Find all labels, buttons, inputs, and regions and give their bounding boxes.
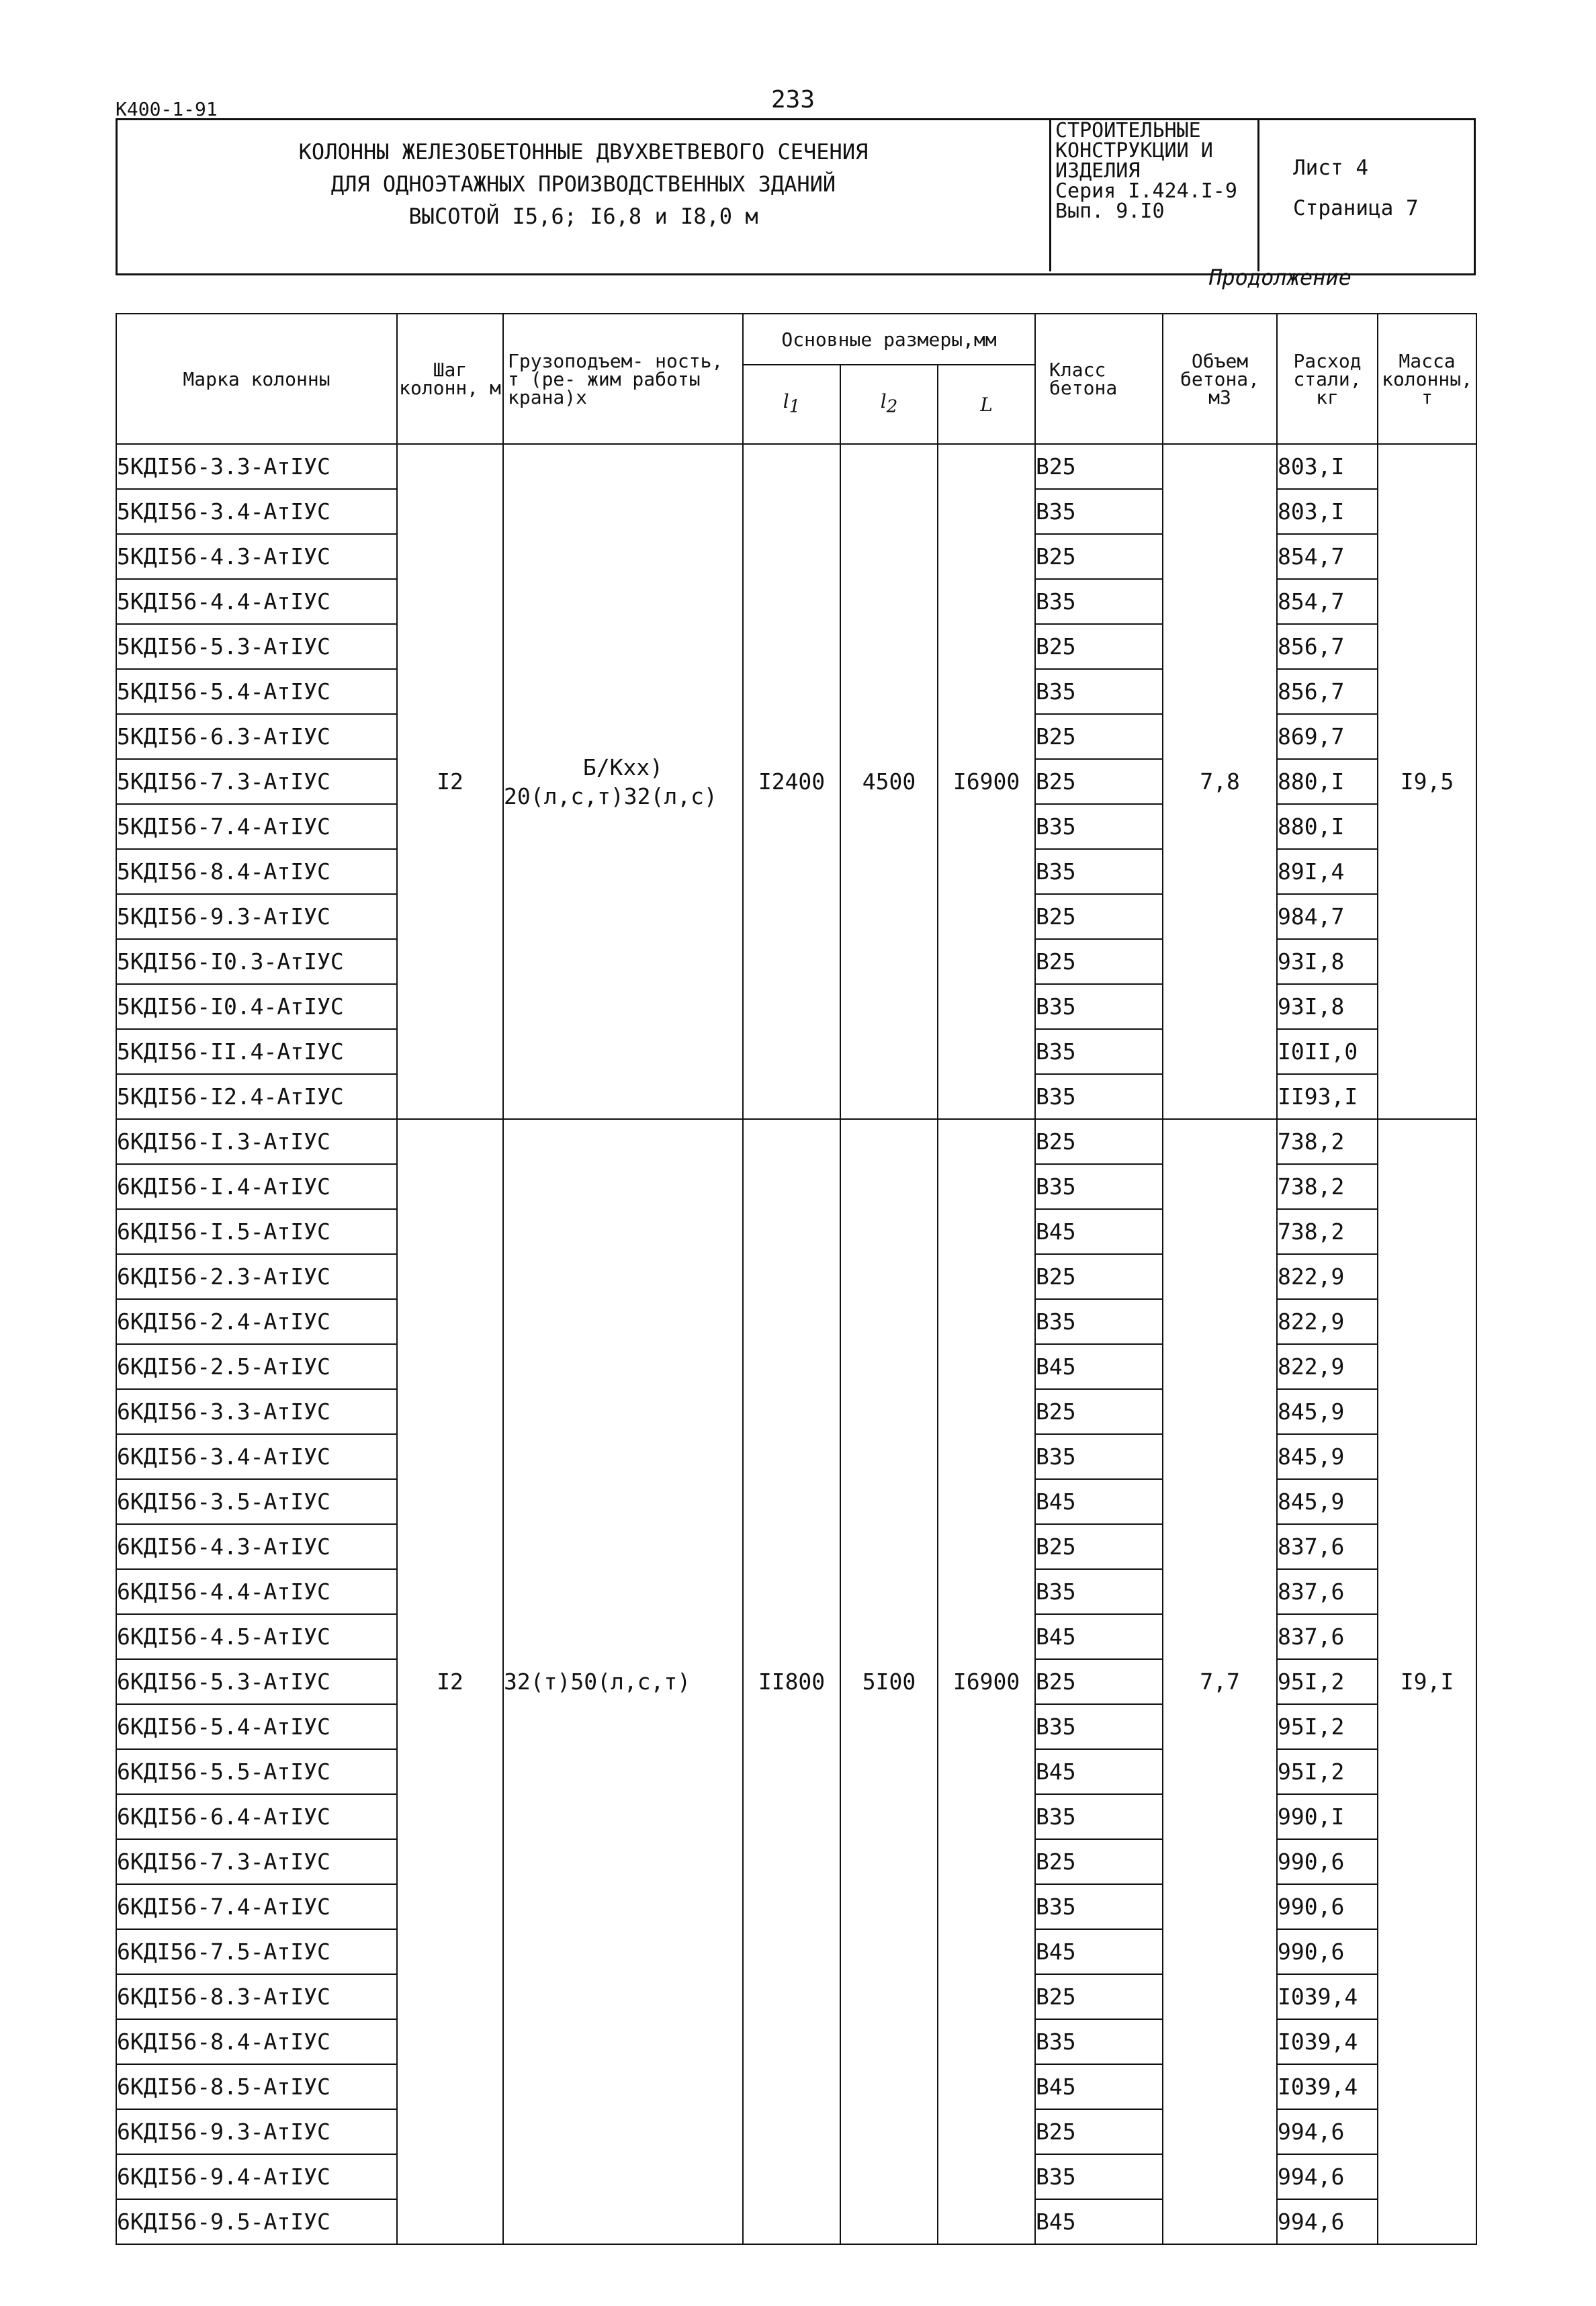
column-mark: 6КДI56-2.5-АтIУС <box>116 1344 397 1389</box>
concrete-class: В45 <box>1035 1479 1163 1524</box>
steel-consumption: 803,I <box>1277 489 1378 534</box>
concrete-class: В25 <box>1035 714 1163 759</box>
column-mass: I9,5 <box>1378 444 1476 1119</box>
series-cell <box>1051 118 1259 271</box>
concrete-class: В35 <box>1035 804 1163 849</box>
concrete-class: В35 <box>1035 2019 1163 2064</box>
steel-consumption: 95I,2 <box>1277 1704 1378 1749</box>
steel-consumption: 837,6 <box>1277 1524 1378 1569</box>
steel-consumption: 880,I <box>1277 759 1378 804</box>
table-row <box>116 1119 1476 1164</box>
column-mass: I9,I <box>1378 1119 1476 2244</box>
column-step: I2 <box>397 444 503 1119</box>
steel-consumption: 93I,8 <box>1277 984 1378 1029</box>
crane-capacity-value: 20(л,с,т)32(л,с) <box>504 783 717 809</box>
page-label: Страница 7 <box>1293 196 1419 220</box>
column-step: I2 <box>397 1119 503 2244</box>
column-mark: 5КДI56-7.3-АтIУС <box>116 759 397 804</box>
title-line-1: КОЛОННЫ ЖЕЛЕЗОБЕТОННЫЕ ДВУХВЕТВЕВОГО СЕЧЕНИЯ <box>298 139 869 165</box>
column-mark: 5КДI56-9.3-АтIУС <box>116 894 397 939</box>
column-mark: 6КДI56-I.4-АтIУС <box>116 1164 397 1209</box>
document-code: К400-1-91 <box>116 98 218 120</box>
crane-capacity <box>503 1119 743 2244</box>
table-row <box>116 444 1476 489</box>
column-mark: 6КДI56-3.3-АтIУС <box>116 1389 397 1434</box>
series-line-2: КОНСТРУКЦИИ И <box>1055 139 1213 163</box>
header-load: Грузоподъем- ность, т (ре- жим работы крана)х <box>503 314 743 444</box>
concrete-class: В25 <box>1035 1659 1163 1704</box>
concrete-class: В25 <box>1035 1389 1163 1434</box>
header-steel: Расход стали, кг <box>1277 314 1378 444</box>
steel-consumption: 854,7 <box>1277 534 1378 579</box>
column-mark: 5КДI56-5.3-АтIУС <box>116 624 397 669</box>
column-mark: 5КДI56-I2.4-АтIУС <box>116 1074 397 1119</box>
concrete-class: В25 <box>1035 1974 1163 2019</box>
steel-consumption: 822,9 <box>1277 1344 1378 1389</box>
concrete-class: В45 <box>1035 1344 1163 1389</box>
steel-consumption: 738,2 <box>1277 1119 1378 1164</box>
column-mark: 5КДI56-7.4-АтIУС <box>116 804 397 849</box>
column-mark: 5КДI56-8.4-АтIУС <box>116 849 397 894</box>
concrete-class: В35 <box>1035 984 1163 1029</box>
concrete-class: В45 <box>1035 1749 1163 1794</box>
concrete-class: В35 <box>1035 1164 1163 1209</box>
column-mark: 6КДI56-8.4-АтIУС <box>116 2019 397 2064</box>
header-mass: Масса колонны, т <box>1378 314 1476 444</box>
series-line-1: СТРОИТЕЛЬНЫЕ <box>1055 119 1201 142</box>
concrete-class: В25 <box>1035 1254 1163 1299</box>
concrete-class: В35 <box>1035 489 1163 534</box>
column-mark: 6КДI56-4.4-АтIУС <box>116 1569 397 1614</box>
dimension-l2: 4500 <box>840 444 938 1119</box>
column-mark: 5КДI56-3.4-АтIУС <box>116 489 397 534</box>
steel-consumption: 984,7 <box>1277 894 1378 939</box>
column-mark: 6КДI56-7.5-АтIУС <box>116 1929 397 1974</box>
dimension-l2: 5I00 <box>840 1119 938 2244</box>
column-mark: 6КДI56-I.3-АтIУС <box>116 1119 397 1164</box>
column-mark: 6КДI56-9.5-АтIУС <box>116 2199 397 2244</box>
column-mark: 5КДI56-I0.3-АтIУС <box>116 939 397 984</box>
concrete-class: В25 <box>1035 894 1163 939</box>
concrete-class: В25 <box>1035 2109 1163 2154</box>
concrete-class: В25 <box>1035 939 1163 984</box>
title-cell <box>118 118 1051 271</box>
concrete-class: В25 <box>1035 444 1163 489</box>
column-mark: 6КДI56-5.5-АтIУС <box>116 1749 397 1794</box>
column-mark: 6КДI56-4.3-АтIУС <box>116 1524 397 1569</box>
column-mark: 5КДI56-6.3-АтIУС <box>116 714 397 759</box>
title-line-2: ДЛЯ ОДНОЭТАЖНЫХ ПРОИЗВОДСТВЕННЫХ ЗДАНИЙ <box>330 171 836 197</box>
steel-consumption: 95I,2 <box>1277 1749 1378 1794</box>
steel-consumption: 869,7 <box>1277 714 1378 759</box>
crane-capacity-value: 32(т)50(л,с,т) <box>504 1669 691 1695</box>
header-concrete-class: Класс бетона <box>1035 314 1163 444</box>
header-concrete-volume: Объем бетона, м3 <box>1163 314 1277 444</box>
concrete-class: В35 <box>1035 1434 1163 1479</box>
series-line-4: Серия I.424.I-9 <box>1055 179 1237 203</box>
page-number: 233 <box>771 86 815 114</box>
column-mark: 5КДI56-4.3-АтIУС <box>116 534 397 579</box>
steel-consumption: I039,4 <box>1277 2064 1378 2109</box>
column-mark: 6КДI56-2.3-АтIУС <box>116 1254 397 1299</box>
concrete-class: В35 <box>1035 1029 1163 1074</box>
concrete-class: В25 <box>1035 534 1163 579</box>
column-mark: 6КДI56-6.4-АтIУС <box>116 1794 397 1839</box>
column-mark: 6КДI56-5.4-АтIУС <box>116 1704 397 1749</box>
steel-consumption: I0II,0 <box>1277 1029 1378 1074</box>
column-mark: 6КДI56-7.3-АтIУС <box>116 1839 397 1884</box>
header-l1: $l_1$ <box>743 365 840 444</box>
concrete-class: В45 <box>1035 1614 1163 1659</box>
column-mark: 6КДI56-2.4-АтIУС <box>116 1299 397 1344</box>
concrete-class: В35 <box>1035 849 1163 894</box>
header-step: Шаг колонн, м <box>397 314 503 444</box>
steel-consumption: 822,9 <box>1277 1299 1378 1344</box>
column-mark: 6КДI56-7.4-АтIУС <box>116 1884 397 1929</box>
dimension-L: I6900 <box>938 1119 1035 2244</box>
steel-consumption: 994,6 <box>1277 2154 1378 2199</box>
title-line-3: ВЫСОТОЙ I5,6; I6,8 и I8,0 м <box>408 204 758 229</box>
concrete-class: В25 <box>1035 1119 1163 1164</box>
dimension-L: I6900 <box>938 444 1035 1119</box>
columns-table <box>116 313 1477 2245</box>
steel-consumption: 95I,2 <box>1277 1659 1378 1704</box>
column-mark: 6КДI56-5.3-АтIУС <box>116 1659 397 1704</box>
column-mark: 5КДI56-II.4-АтIУС <box>116 1029 397 1074</box>
steel-consumption: 845,9 <box>1277 1479 1378 1524</box>
concrete-class: В35 <box>1035 1884 1163 1929</box>
steel-consumption: II93,I <box>1277 1074 1378 1119</box>
steel-consumption: I039,4 <box>1277 2019 1378 2064</box>
steel-consumption: 990,6 <box>1277 1929 1378 1974</box>
concrete-class: В35 <box>1035 2154 1163 2199</box>
concrete-class: В45 <box>1035 2064 1163 2109</box>
series-line-5: Вып. 9.I0 <box>1055 199 1165 223</box>
crane-mode: Б/Кхх) <box>582 754 664 781</box>
steel-consumption: 822,9 <box>1277 1254 1378 1299</box>
steel-consumption: 880,I <box>1277 804 1378 849</box>
concrete-class: В45 <box>1035 1929 1163 1974</box>
steel-consumption: 845,9 <box>1277 1389 1378 1434</box>
concrete-class: В35 <box>1035 669 1163 714</box>
steel-consumption: 854,7 <box>1277 579 1378 624</box>
title-block <box>116 118 1476 275</box>
steel-consumption: 856,7 <box>1277 669 1378 714</box>
concrete-class: В45 <box>1035 2199 1163 2244</box>
sheet-cell <box>1259 118 1476 271</box>
steel-consumption: 738,2 <box>1277 1164 1378 1209</box>
concrete-class: В35 <box>1035 1074 1163 1119</box>
steel-consumption: 837,6 <box>1277 1569 1378 1614</box>
column-mark: 6КДI56-9.4-АтIУС <box>116 2154 397 2199</box>
steel-consumption: 990,I <box>1277 1794 1378 1839</box>
concrete-volume: 7,7 <box>1163 1119 1277 2244</box>
column-mark: 5КДI56-4.4-АтIУС <box>116 579 397 624</box>
dimension-l1: I2400 <box>743 444 840 1119</box>
steel-consumption: 89I,4 <box>1277 849 1378 894</box>
concrete-class: В25 <box>1035 1839 1163 1884</box>
steel-consumption: 990,6 <box>1277 1839 1378 1884</box>
column-mark: 6КДI56-I.5-АтIУС <box>116 1209 397 1254</box>
header-l2: $l_2$ <box>840 365 938 444</box>
header-L: L <box>938 365 1035 444</box>
steel-consumption: 803,I <box>1277 444 1378 489</box>
concrete-class: В25 <box>1035 759 1163 804</box>
steel-consumption: 856,7 <box>1277 624 1378 669</box>
steel-consumption: 738,2 <box>1277 1209 1378 1254</box>
steel-consumption: 994,6 <box>1277 2109 1378 2154</box>
steel-consumption: 994,6 <box>1277 2199 1378 2244</box>
concrete-class: В35 <box>1035 1704 1163 1749</box>
column-mark: 6КДI56-8.5-АтIУС <box>116 2064 397 2109</box>
concrete-class: В25 <box>1035 624 1163 669</box>
crane-capacity <box>503 444 743 1119</box>
column-mark: 6КДI56-9.3-АтIУС <box>116 2109 397 2154</box>
steel-consumption: 845,9 <box>1277 1434 1378 1479</box>
concrete-volume: 7,8 <box>1163 444 1277 1119</box>
column-mark: 6КДI56-3.5-АтIУС <box>116 1479 397 1524</box>
dimension-l1: II800 <box>743 1119 840 2244</box>
concrete-class: В35 <box>1035 579 1163 624</box>
concrete-class: В35 <box>1035 1794 1163 1839</box>
sheet-label: Лист 4 <box>1293 156 1368 180</box>
column-mark: 6КДI56-8.3-АтIУС <box>116 1974 397 2019</box>
continuation-label: Продолжение <box>1209 265 1351 290</box>
column-mark: 6КДI56-4.5-АтIУС <box>116 1614 397 1659</box>
column-mark: 5КДI56-3.3-АтIУС <box>116 444 397 489</box>
column-mark: 5КДI56-5.4-АтIУС <box>116 669 397 714</box>
concrete-class: В35 <box>1035 1299 1163 1344</box>
column-mark: 6КДI56-3.4-АтIУС <box>116 1434 397 1479</box>
concrete-class: В35 <box>1035 1569 1163 1614</box>
concrete-class: В25 <box>1035 1524 1163 1569</box>
steel-consumption: 837,6 <box>1277 1614 1378 1659</box>
column-mark: 5КДI56-I0.4-АтIУС <box>116 984 397 1029</box>
series-line-3: ИЗДЕЛИЯ <box>1055 159 1141 183</box>
steel-consumption: I039,4 <box>1277 1974 1378 2019</box>
header-dims: Основные размеры,мм <box>743 314 1035 365</box>
header-mark: Марка колонны <box>116 314 397 444</box>
steel-consumption: 990,6 <box>1277 1884 1378 1929</box>
steel-consumption: 93I,8 <box>1277 939 1378 984</box>
concrete-class: В45 <box>1035 1209 1163 1254</box>
